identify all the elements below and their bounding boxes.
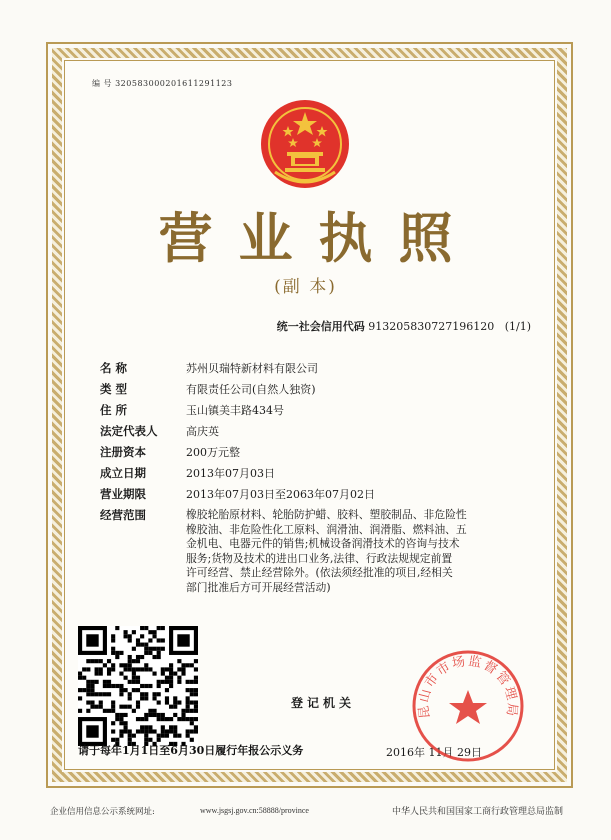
issue-date: 2016年 11月 29日 [386,746,482,759]
seal-text: 昆山市市场监督管理局 [416,653,520,720]
field-key: 名 称 [100,361,128,375]
field-row [100,379,550,400]
field-value: 玉山镇美丰路434号 [186,404,284,417]
field-row [100,463,550,484]
credit-code-label: 统一社会信用代码 [276,320,365,333]
field-row [100,442,550,463]
field-row [100,400,550,421]
scope-line: 金机电、电器元件的销售;机械设备润滑技术的咨询与技术 [186,537,460,551]
field-key: 类 型 [100,382,128,396]
registrar-label: 登记机关 [291,696,356,710]
field-value: 2013年07月03日 [186,467,275,480]
scope-line: 橡胶轮胎原材料、轮胎防护蜡、胶料、塑胶制品、非危险性 [186,508,467,521]
business-scope-text [186,505,550,596]
field-row [100,421,550,442]
serial-number: 编 号 320583000201611291123 [92,79,233,88]
annual-report-notice: 请于每年1月1日至6月30日履行年报公示义务 [78,744,304,757]
scope-line: 部门批准后方可开展经营活动) [186,580,331,594]
official-seal-icon [410,648,526,764]
field-value: 2013年07月03日至2063年07月02日 [186,488,375,501]
field-value: 苏州贝瑞特新材料有限公司 [186,362,318,375]
field-key: 法定代表人 [100,424,158,438]
field-row [100,484,550,505]
business-scope-row [100,505,550,596]
field-key: 住 所 [100,403,128,417]
footer-label: 企业信用信息公示系统网址: [50,807,155,817]
footer-url: www.jsgsj.gov.cn:58888/province [200,806,309,815]
field-value: 200万元整 [186,446,240,459]
credit-code-value: 913205830727196120 [368,320,495,333]
credit-code-copy: (1/1) [504,320,531,333]
field-key: 营业期限 [100,487,146,501]
info-fields [100,358,550,596]
field-key: 经营范围 [100,508,146,522]
scope-line: 许可经营、禁止经营除外。(依法须经批准的项目,经相关 [186,566,453,580]
national-emblem-icon [255,92,355,192]
qr-code-icon [78,626,198,746]
field-key: 成立日期 [100,466,146,480]
document-subtitle: (副 本) [274,277,337,297]
field-value: 有限责任公司(自然人独资) [186,383,316,396]
scope-line: 橡胶油、非危险性化工原料、润滑油、润滑脂、燃料油、五 [186,522,467,536]
document-title: 营业执照 [158,206,479,270]
field-key: 注册资本 [100,445,146,459]
credit-code [277,318,531,334]
field-value: 高庆英 [186,425,219,438]
scope-line: 服务;货物及技术的进出口业务,法律、行政法规规定前置 [186,551,453,565]
footer-issuer: 中华人民共和国国家工商行政管理总局监制 [391,807,563,817]
field-row [100,358,550,379]
